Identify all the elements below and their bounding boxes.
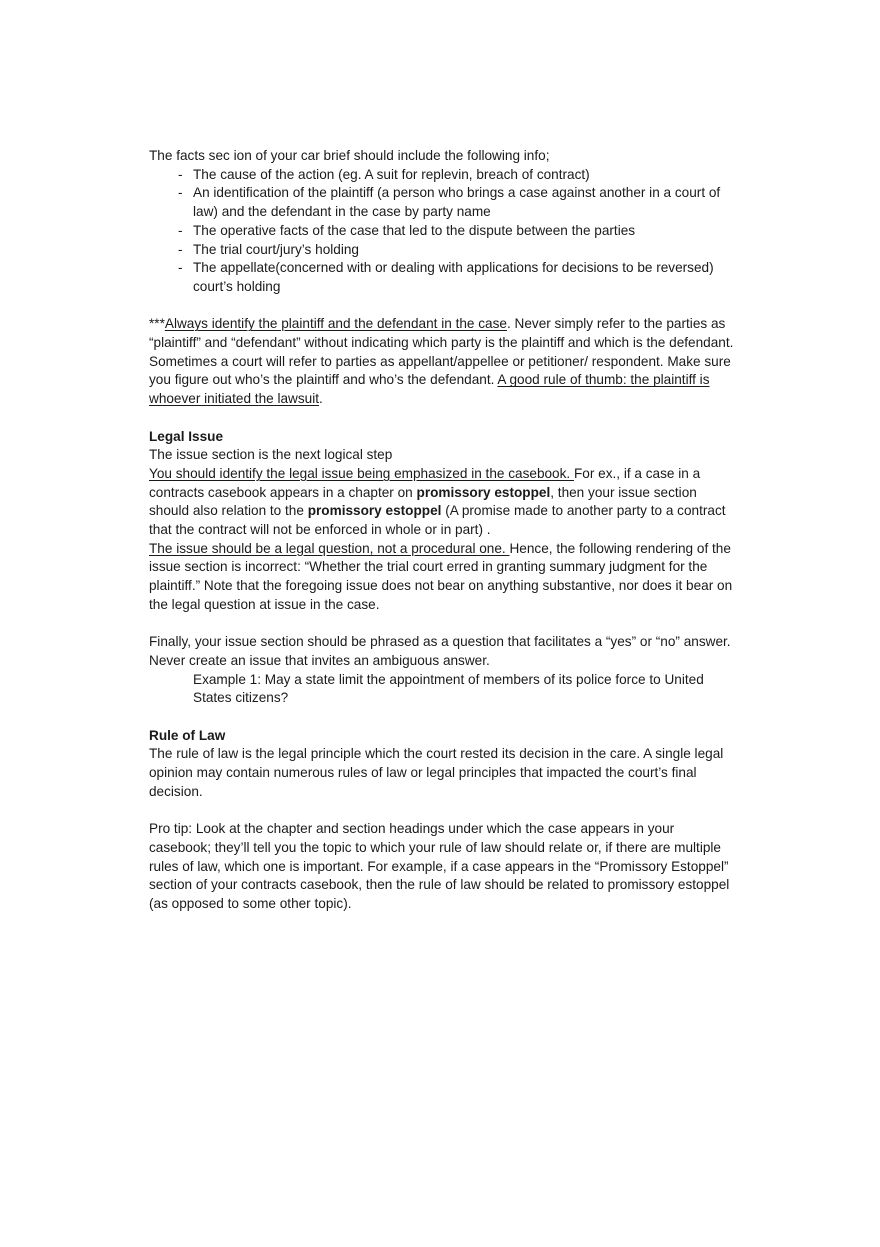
facts-intro: The facts sec ion of your car brief should include the following info; bbox=[149, 148, 550, 163]
list-item: - The cause of the action (eg. A suit for replevin, breach of contract) bbox=[193, 166, 739, 185]
document-page bbox=[149, 147, 739, 914]
legal-issue-paragraph-question bbox=[149, 540, 739, 615]
plaintiff-note-paragraph bbox=[149, 315, 739, 409]
legal-issue-example: Example 1: May a state limit the appointment of members of its police force to United States citizens? bbox=[193, 671, 704, 706]
list-item: - An identification of the plaintiff (a person who brings a case against another in a court of law) and the defendant in the case by party name bbox=[193, 184, 739, 221]
rule-of-law-heading: Rule of Law bbox=[149, 727, 226, 743]
rule-of-law-paragraph: The rule of law is the legal principle which the court rested its decision in the care. A single legal opinion may contain numerous rules of law or legal principles that impacted the court’s final decision. bbox=[149, 746, 724, 799]
note-underline-rule-of-thumb: A good rule of thumb: the plaintiff is whoever initiated the lawsuit bbox=[149, 372, 710, 407]
question-underline: The issue should be a legal question, not a procedural one. bbox=[149, 540, 510, 556]
note-stars: *** bbox=[149, 316, 165, 332]
note-text: . Never simply refer to the parties as “plaintiff” and “defendant” without indicating which party is the plaintiff and which is the defendant. Sometimes a court will refer to parties as appellant/appellee or petitioner/ respondent. Make sure you figure out who’s the plaintiff and who’s the defendant. bbox=[149, 316, 734, 388]
legal-issue-paragraph-identify bbox=[149, 465, 739, 540]
promissory-estoppel-bold: promissory estoppel bbox=[416, 484, 551, 500]
question-text: Hence, the following rendering of the issue section is incorrect: “Whether the trial court erred in granting summary judgment for the plaintiff.” Note that the foregoing issue does not bear on anything substantive, nor does it bear on the legal question at issue in the case. bbox=[149, 540, 733, 612]
list-item: - The appellate(concerned with or dealing with applications for decisions to be reversed) court’s holding bbox=[193, 259, 739, 296]
note-underline-identify: Always identify the plaintiff and the defendant in the case bbox=[164, 316, 507, 332]
legal-issue-heading: Legal Issue bbox=[149, 428, 224, 444]
identify-text: For ex., if a case in a contracts casebook appears in a chapter on bbox=[149, 465, 701, 500]
list-item: - The trial court/jury’s holding bbox=[193, 241, 739, 260]
facts-list bbox=[149, 166, 739, 297]
list-item: - The operative facts of the case that led to the dispute between the parties bbox=[193, 222, 739, 241]
legal-issue-paragraph-phrasing: Finally, your issue section should be phrased as a question that facilitates a “yes” or “no” answer. Never create an issue that invites an ambiguous answer. bbox=[149, 634, 731, 668]
identify-text-3: (A promise made to another party to a contract that the contract will not be enforced in whole or in part) . bbox=[149, 503, 726, 538]
note-period: . bbox=[319, 391, 323, 407]
identify-underline: You should identify the legal issue being emphasized in the casebook. bbox=[149, 465, 574, 481]
legal-issue-intro: The issue section is the next logical step bbox=[149, 447, 393, 463]
promissory-estoppel-bold-2: promissory estoppel bbox=[307, 503, 442, 519]
pro-tip-paragraph: Pro tip: Look at the chapter and section headings under which the case appears in your casebook; they’ll tell you the topic to which your rule of law should relate or, if there are multiple rules of law, which one is important. For example, if a case appears in the “Promissory Estoppel” section of your contracts casebook, then the rule of law should be related to promissory estoppel (as opposed to some other topic). bbox=[149, 821, 730, 912]
identify-text-2: , then your issue section should also relation to the bbox=[149, 484, 697, 519]
